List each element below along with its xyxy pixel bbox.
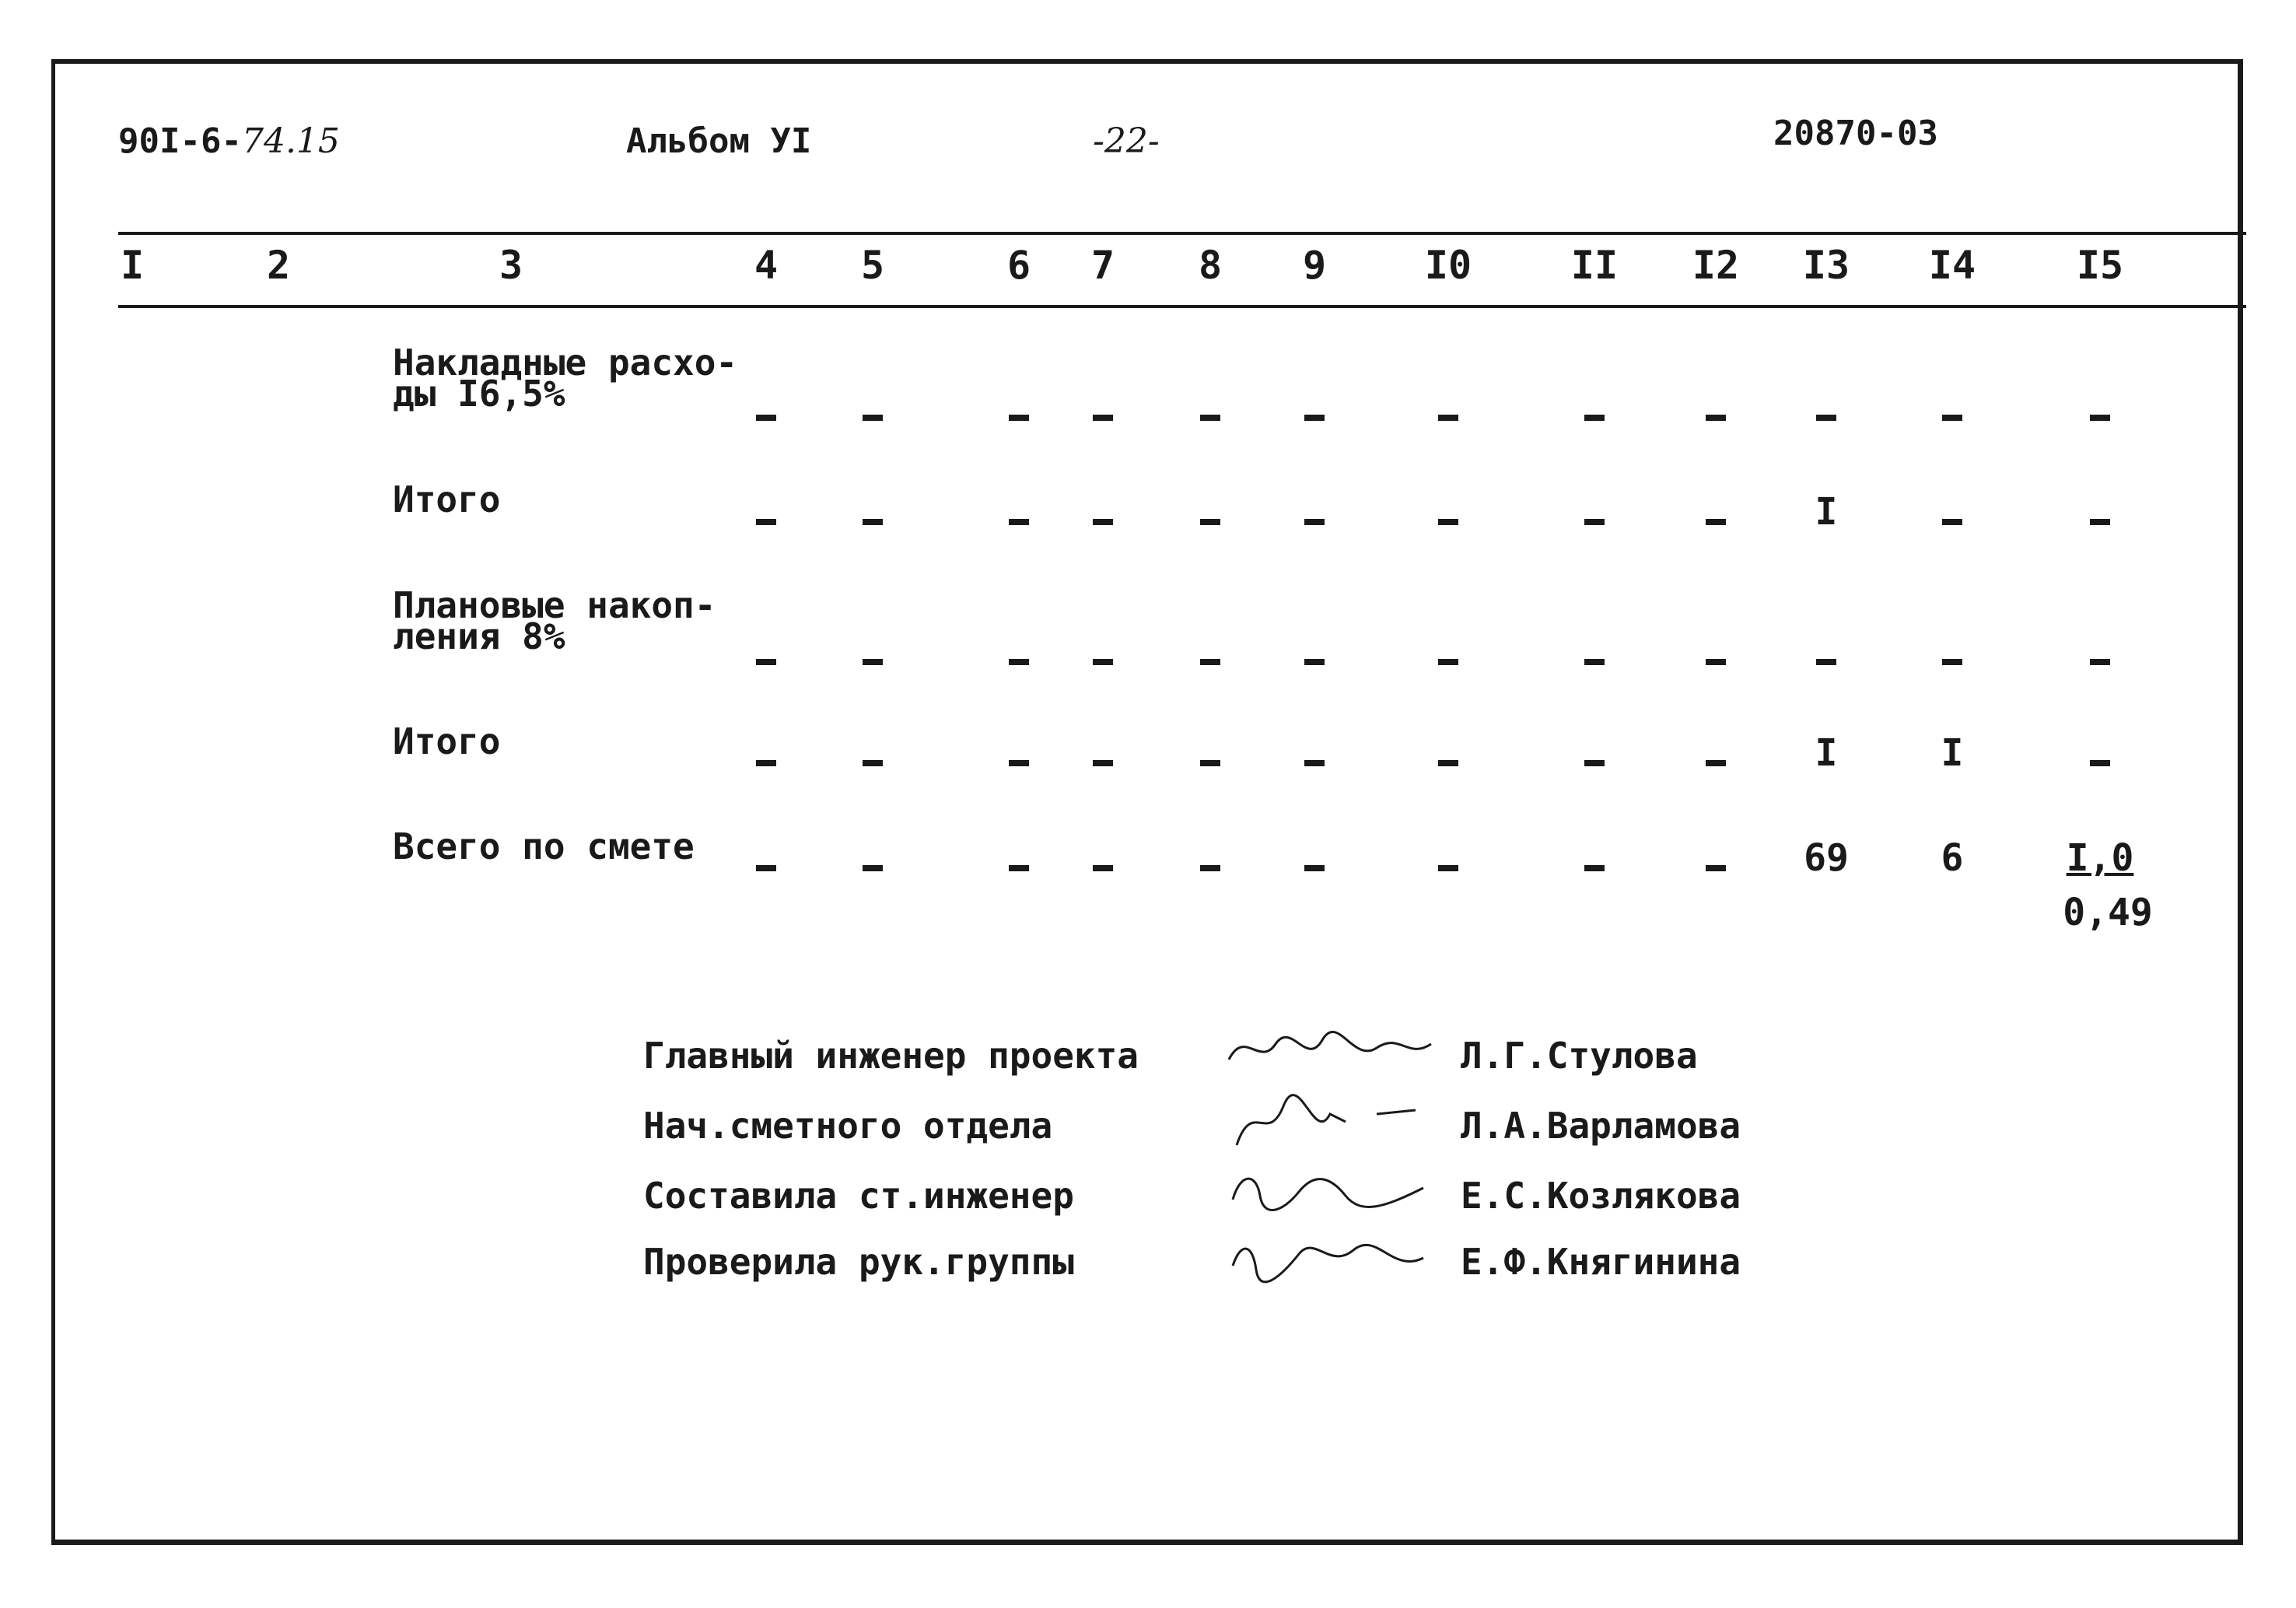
dash-mark — [863, 415, 883, 421]
column-number-3: 3 — [499, 243, 523, 288]
dash-mark — [1200, 760, 1220, 766]
table-cell — [1438, 844, 1458, 888]
dash-mark — [1438, 865, 1458, 871]
table-cell — [1200, 498, 1220, 541]
dash-mark — [2090, 659, 2110, 665]
doc-code — [118, 121, 340, 161]
signature-name: Л.Г.Стулова — [1461, 1035, 1698, 1077]
table-cell — [1093, 638, 1113, 681]
dash-mark — [2090, 760, 2110, 766]
column-number-15: I5 — [2076, 243, 2124, 288]
table-cell — [1093, 498, 1113, 541]
table-cell: I — [1815, 731, 1838, 775]
column-number-4: 4 — [754, 243, 779, 288]
table-cell — [756, 739, 776, 783]
dash-mark — [1200, 519, 1220, 525]
table-cell — [1706, 498, 1726, 541]
dash-mark — [1438, 519, 1458, 525]
table-cell — [1584, 844, 1605, 888]
dash-mark — [1304, 519, 1325, 525]
table-cell — [1584, 498, 1605, 541]
dash-mark — [1706, 659, 1726, 665]
column-number-1: I — [120, 243, 145, 288]
dash-mark — [1706, 760, 1726, 766]
table-cell: 6 — [1941, 836, 1964, 880]
signature-name: Е.С.Козлякова — [1461, 1175, 1741, 1217]
table-cell — [1009, 739, 1029, 783]
column-number-7: 7 — [1090, 243, 1115, 288]
dash-mark — [1304, 760, 1325, 766]
table-cell — [863, 844, 883, 888]
table-cell — [1438, 498, 1458, 541]
table-cell — [863, 739, 883, 783]
table-cell — [1584, 739, 1605, 783]
album-label: Альбом УI — [626, 121, 812, 161]
dash-mark — [1093, 415, 1113, 421]
dash-mark — [1816, 659, 1836, 665]
table-cell — [1304, 394, 1325, 437]
dash-mark — [1584, 519, 1605, 525]
column-number-10: I0 — [1424, 243, 1472, 288]
dash-mark — [1093, 659, 1113, 665]
table-cell — [1200, 739, 1220, 783]
header-rule-bottom — [118, 305, 2246, 308]
table-cell — [1706, 739, 1726, 783]
dash-mark — [1200, 659, 1220, 665]
dash-mark — [756, 415, 776, 421]
dash-mark — [1304, 865, 1325, 871]
dash-mark — [1584, 415, 1605, 421]
dash-mark — [863, 760, 883, 766]
dash-mark — [756, 519, 776, 525]
dash-mark — [1200, 865, 1220, 871]
signature-name: Е.Ф.Княгинина — [1461, 1241, 1741, 1283]
dash-mark — [1942, 659, 1962, 665]
doc-code-handwritten: 74.15 — [241, 121, 340, 161]
dash-mark — [756, 865, 776, 871]
row-label: Итого — [393, 720, 501, 762]
table-cell — [1706, 844, 1726, 888]
dash-mark — [1706, 865, 1726, 871]
table-cell — [1706, 638, 1726, 681]
dash-mark — [2090, 415, 2110, 421]
dash-mark — [1093, 760, 1113, 766]
table-cell — [1093, 739, 1113, 783]
table-cell: I,0 — [2066, 836, 2134, 880]
dash-mark — [1816, 415, 1836, 421]
table-cell — [1304, 844, 1325, 888]
dash-mark — [1009, 415, 1029, 421]
column-number-12: I2 — [1692, 243, 1740, 288]
signature-role: Нач.сметного отдела — [643, 1105, 1053, 1147]
doc-number: 20870-03 — [1773, 114, 1938, 153]
table-cell — [2090, 498, 2110, 541]
dash-mark — [863, 519, 883, 525]
doc-code-prefix: 90I-6- — [118, 121, 242, 161]
dash-mark — [1438, 415, 1458, 421]
table-cell — [1942, 394, 1962, 437]
dash-mark — [1304, 659, 1325, 665]
table-cell — [756, 498, 776, 541]
table-cell — [1816, 638, 1836, 681]
dash-mark — [1093, 519, 1113, 525]
table-cell — [1200, 844, 1220, 888]
dash-mark — [1438, 760, 1458, 766]
signature-role: Составила ст.инженер — [643, 1175, 1074, 1217]
dash-mark — [1942, 415, 1962, 421]
table-cell — [2090, 638, 2110, 681]
handwritten-signature — [1221, 1227, 1439, 1289]
signature-name: Л.А.Варламова — [1461, 1105, 1741, 1147]
dash-mark — [756, 659, 776, 665]
table-cell — [863, 638, 883, 681]
row-label: Плановые накоп- ления 8% — [393, 584, 716, 657]
table-cell — [2090, 394, 2110, 437]
handwritten-signature — [1221, 1091, 1439, 1153]
row-label: Всего по смете — [393, 825, 695, 867]
table-cell — [1438, 394, 1458, 437]
table-cell — [756, 394, 776, 437]
table-cell — [1438, 739, 1458, 783]
dash-mark — [1706, 415, 1726, 421]
table-cell — [1942, 638, 1962, 681]
table-cell: I — [1941, 731, 1964, 775]
dash-mark — [1009, 760, 1029, 766]
table-cell-secondary: 0,49 — [2063, 891, 2153, 934]
table-cell — [1009, 638, 1029, 681]
document-frame — [51, 59, 2243, 1545]
table-cell — [1304, 498, 1325, 541]
table-cell — [1816, 394, 1836, 437]
table-cell — [1093, 844, 1113, 888]
dash-mark — [1304, 415, 1325, 421]
dash-mark — [863, 659, 883, 665]
dash-mark — [1584, 865, 1605, 871]
column-number-14: I4 — [1928, 243, 1976, 288]
dash-mark — [1942, 519, 1962, 525]
dash-mark — [1706, 519, 1726, 525]
table-cell — [1304, 638, 1325, 681]
table-cell — [1200, 394, 1220, 437]
table-cell: 69 — [1804, 836, 1849, 880]
header-rule-top — [118, 232, 2246, 235]
table-cell — [2090, 739, 2110, 783]
table-cell — [1438, 638, 1458, 681]
column-number-2: 2 — [266, 243, 291, 288]
dash-mark — [1009, 865, 1029, 871]
dash-mark — [1200, 415, 1220, 421]
row-label: Итого — [393, 478, 501, 520]
column-number-6: 6 — [1006, 243, 1031, 288]
table-cell — [1200, 638, 1220, 681]
table-cell — [756, 638, 776, 681]
dash-mark — [756, 760, 776, 766]
dash-mark — [1009, 659, 1029, 665]
handwritten-signature — [1221, 1161, 1439, 1223]
dash-mark — [1584, 760, 1605, 766]
table-cell — [863, 498, 883, 541]
dash-mark — [1438, 659, 1458, 665]
table-cell — [1009, 844, 1029, 888]
dash-mark — [2090, 519, 2110, 525]
table-cell — [1304, 739, 1325, 783]
column-number-11: II — [1570, 243, 1619, 288]
dash-mark — [1093, 865, 1113, 871]
dash-mark — [863, 865, 883, 871]
table-cell — [1093, 394, 1113, 437]
handwritten-signature — [1221, 1021, 1439, 1083]
table-cell — [1584, 638, 1605, 681]
column-number-9: 9 — [1302, 243, 1327, 288]
table-cell: I — [1815, 490, 1838, 534]
table-cell — [1584, 394, 1605, 437]
column-number-8: 8 — [1198, 243, 1223, 288]
column-number-13: I3 — [1802, 243, 1850, 288]
signature-role: Главный инженер проекта — [643, 1035, 1139, 1077]
table-cell — [863, 394, 883, 437]
table-cell — [1706, 394, 1726, 437]
dash-mark — [1584, 659, 1605, 665]
dash-mark — [1009, 519, 1029, 525]
page-number: -22- — [1093, 121, 1160, 161]
column-number-5: 5 — [860, 243, 885, 288]
table-cell — [1009, 394, 1029, 437]
table-cell — [1942, 498, 1962, 541]
row-label: Накладные расхо- ды I6,5% — [393, 342, 738, 415]
signature-role: Проверила рук.группы — [643, 1241, 1074, 1283]
table-cell — [1009, 498, 1029, 541]
table-cell — [756, 844, 776, 888]
